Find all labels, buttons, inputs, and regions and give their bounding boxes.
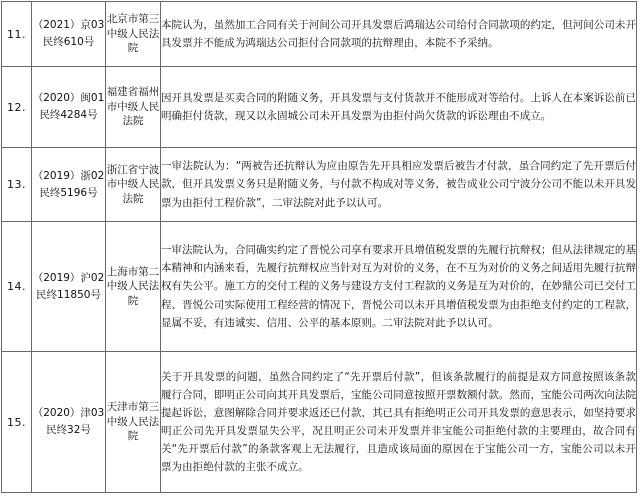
- case-number: （2020）闽01民终4284号: [32, 67, 106, 148]
- row-number: 14.: [2, 222, 32, 352]
- court-name: 上海市第二中级人民法院: [106, 222, 161, 352]
- court-name: 天津市第三中级人民法院: [106, 352, 161, 493]
- court-name: 浙江省宁波市中级人民法院: [106, 148, 161, 222]
- court-name: 福建省福州市中级人民法院: [106, 67, 161, 148]
- table-row: [2, 2, 637, 67]
- row-number: 13.: [2, 148, 32, 222]
- table-row: [2, 222, 637, 352]
- court-opinion: 因开具发票是买卖合同的附随义务，开具发票与支付货款并不能形成对等给付。上诉人在本案诉讼前已明确拒付货款，现又以永固城公司未开具发票为由拒付尚欠货款的诉讼理由不成立。: [161, 67, 637, 148]
- court-opinion: 一审法院认为：“两被告还抗辩认为应由原告先开具相应发票后被告才付款，虽合同约定了先开票后付款，但开具发票义务只是附随义务，与付款不构成对等义务，被告成业公司宁波分公司不能以未开具发票为由拒付工程价款”，二审法院对此予以认可。: [161, 148, 637, 222]
- row-number: 11.: [2, 2, 32, 67]
- court-opinion: 一审法院认为，合同确实约定了晋悦公司享有要求开具增值税发票的先履行抗辩权；但从法律规定的基本精神和内涵来看，先履行抗辩权应当针对互为对价的义务，在不互为对价的义务之间适用先履行抗辩权有失公平。施工方的交付工程的义务与建设方支付工程款的义务是互为对价的，在妙鼎公司已交付工程、晋悦公司实际使用工程经营的情况下，晋悦公司以未开具增值税发票为由拒绝支付约定的工程款，显属不妥，有违诚实、信用、公平的基本原则。二审法院对此予以认可。: [161, 222, 637, 352]
- case-number: （2019）沪02民终11850号: [32, 222, 106, 352]
- case-table: [1, 1, 637, 493]
- table-row: [2, 352, 637, 493]
- court-name: 北京市第三中级人民法院: [106, 2, 161, 67]
- case-number: （2019）浙02民终5196号: [32, 148, 106, 222]
- row-number: 12.: [2, 67, 32, 148]
- table-row: [2, 148, 637, 222]
- table-row: [2, 67, 637, 148]
- case-number: （2020）津03民终32号: [32, 352, 106, 493]
- court-opinion: 本院认为，虽然加工合同有关于河间公司开具发票后鸿瑞达公司给付合同款项的约定，但河间公司未开具发票并不能成为鸿瑞达公司拒付合同款项的抗辩理由，本院不予采纳。: [161, 2, 637, 67]
- court-opinion: 关于开具发票的问题，虽然合同约定了“先开票后付款”，但该条款履行的前提是双方同意按照该条款履行合同，即明正公司向其开具发票后，宝能公司同意按照开票数额付款。然而，宝能公司两次向法院提起诉讼，意图解除合同并要求返还已付款，其已具有拒绝明正公司开具发票的意思表示，如坚持要求明正公司先开具发票显失公平，况且明正公司未开发票并非宝能公司拒绝付款的主要理由，故合同有关“先开票后付款”的条款客观上无法履行，且造成该局面的原因在于宝能公司一方，宝能公司以未开票为由拒绝付款的主张不成立。: [161, 352, 637, 493]
- case-number: （2021）京03民终610号: [32, 2, 106, 67]
- row-number: 15.: [2, 352, 32, 493]
